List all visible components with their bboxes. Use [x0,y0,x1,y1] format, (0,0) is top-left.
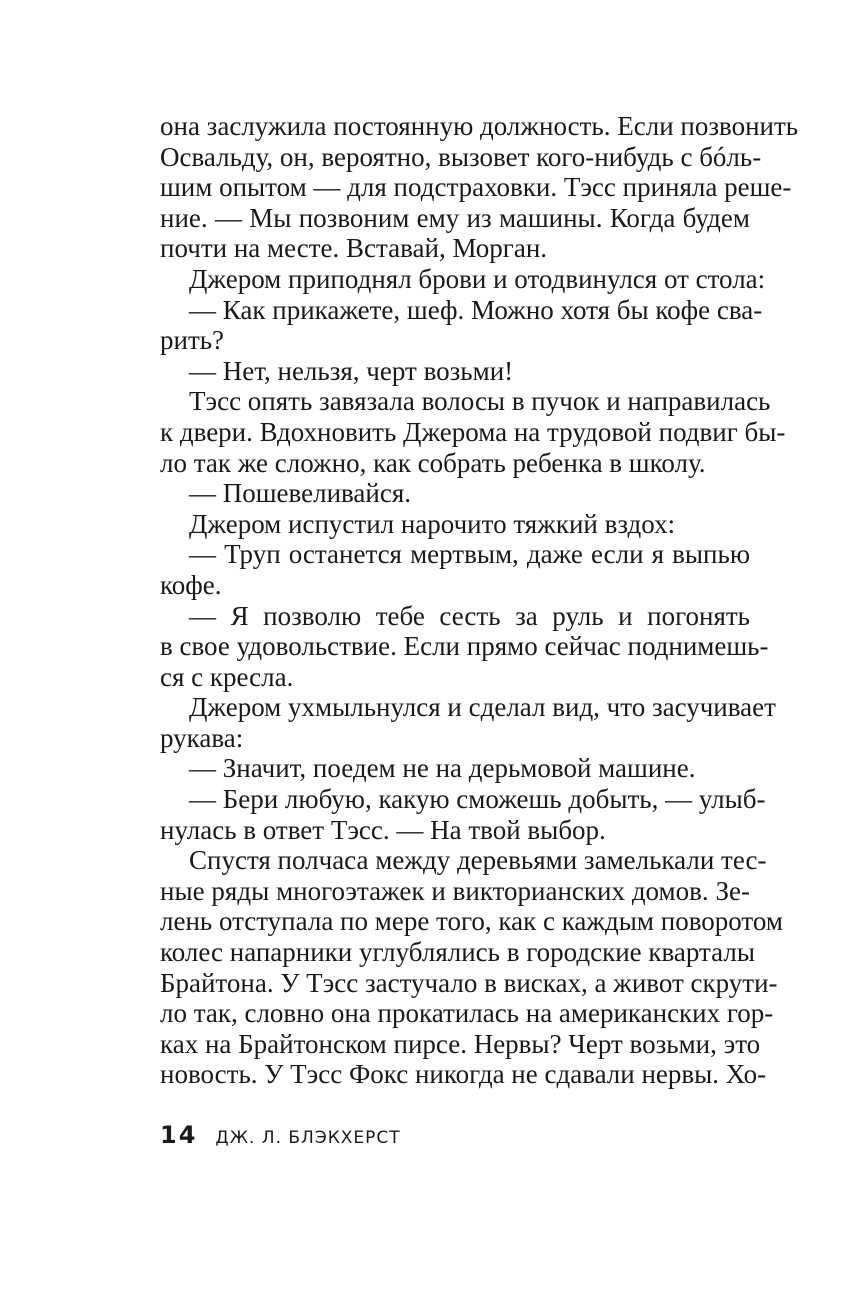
text-line: ло так же сложно, как собрать ребенка в школу. [160,447,706,478]
page-number: 14 [160,1121,198,1149]
text-line: в свое удовольствие. Если прямо сейчас поднимешь- [160,631,769,662]
text-line: — Я позволю тебе сесть за руль и погонять [189,600,750,631]
text-line: Джером испустил нарочито тяжкий вздох: [189,508,676,539]
text-line: — Труп останется мертвым, даже если я выпью [189,539,750,570]
text-line: к двери. Вдохновить Джерома на трудовой подвиг бы- [160,416,786,447]
text-line: ках на Брайтонском пирсе. Нервы? Черт возьми, это [160,1028,761,1059]
running-head-author: ДЖ. Л. БЛЭКХЕРСТ [215,1128,401,1148]
text-line: почти на месте. Вставай, Морган. [160,233,548,264]
page-footer [160,1121,401,1151]
text-line: Брайтона. У Тэсс застучало в висках, а живот скрути- [160,967,778,998]
text-line: ло так, словно она прокатилась на американских гор- [160,998,774,1029]
text-line: — Пошевеливайся. [189,478,411,509]
text-line: рить? [160,325,225,356]
text-line: нулась в ответ Тэсс. — На твой выбор. [160,814,606,845]
text-line: Джером приподнял брови и отодвинулся от стола: [189,263,766,294]
text-line: Джером ухмыльнулся и сделал вид, что засучивает [189,692,776,723]
text-line: — Значит, поедем не на дерьмовой машине. [189,753,696,784]
text-line: колес напарники углублялись в городские кварталы [160,937,755,968]
text-line: ние. — Мы позвоним ему из машины. Когда будем [160,202,750,233]
text-line: новость. У Тэсс Фокс никогда не сдавали нервы. Хо- [160,1059,767,1090]
text-line: она заслужила постоянную должность. Если позвонить [160,111,799,141]
text-line: — Нет, нельзя, черт возьми! [189,355,514,386]
text-line: ные ряды многоэтажек и викторианских домов. Зе- [160,875,750,906]
text-line: ся с кресла. [160,661,294,692]
text-line: — Бери любую, какую сможешь добыть, — улыб- [189,784,766,815]
text-line: Спустя полчаса между деревьями замелькали тес- [189,845,767,876]
text-line: кофе. [160,569,222,600]
text-line: Освальду, он, вероятно, вызовет кого-нибудь с бóль- [160,141,762,172]
text-line: — Как прикажете, шеф. Можно хотя бы кофе сва- [189,294,763,325]
text-line: лень отступала по мере того, как с каждым поворотом [160,906,783,937]
text-line: шим опытом — для подстраховки. Тэсс приняла реше- [160,172,792,203]
text-line: рукава: [160,722,244,753]
body-text [160,111,799,1090]
text-line: Тэсс опять завязала волосы в пучок и направилась [189,386,771,417]
